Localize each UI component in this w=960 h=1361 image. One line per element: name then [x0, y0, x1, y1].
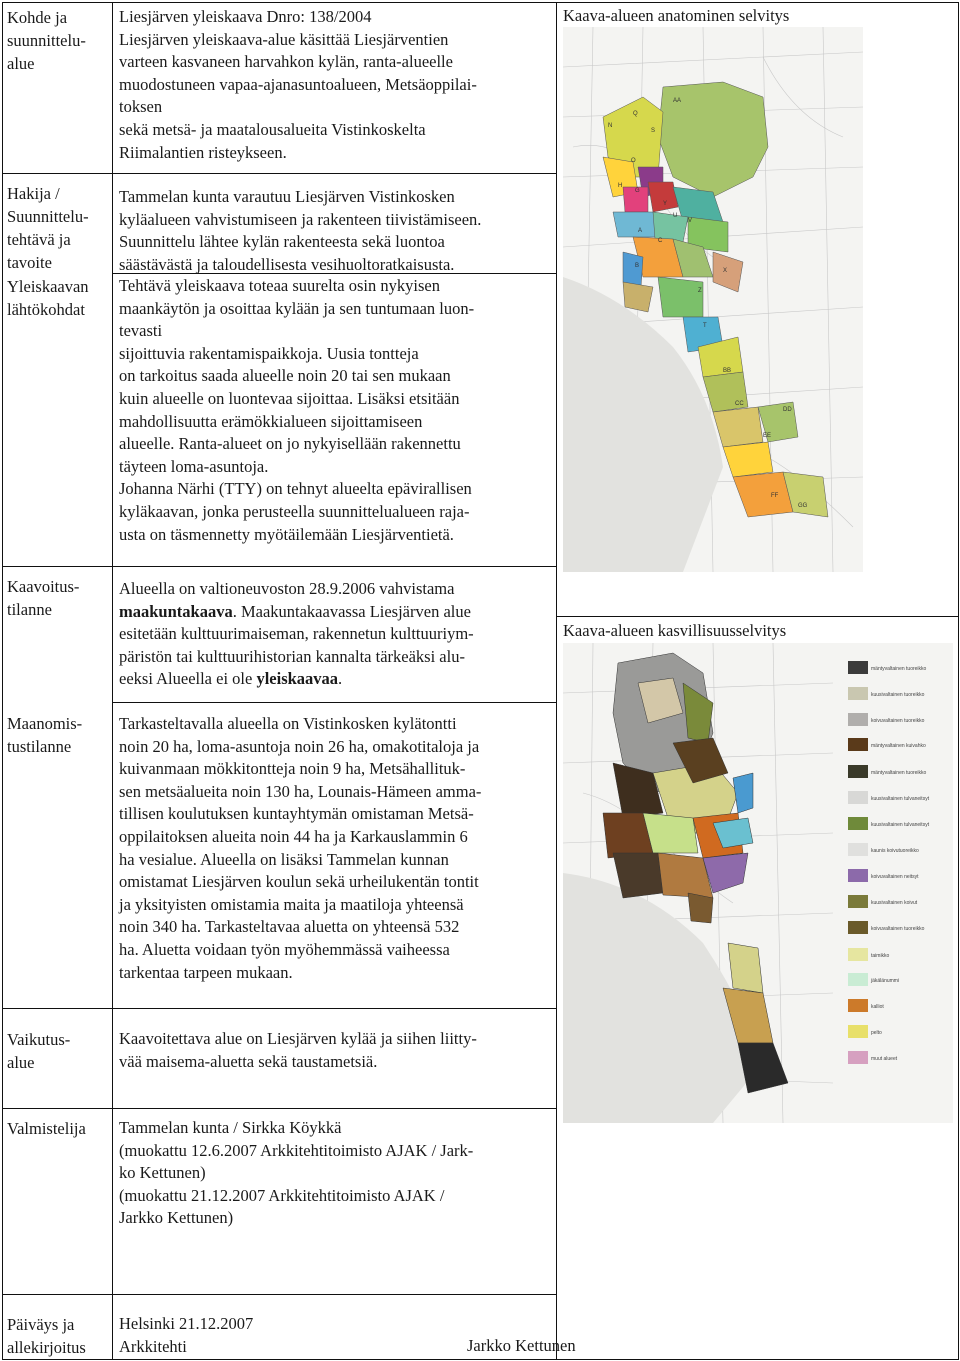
bold-maakuntakaava: maakuntakaava	[119, 601, 233, 621]
map-label-ee: EE	[763, 433, 772, 439]
paivays-label: Päiväys ja allekirjoitus	[7, 1315, 86, 1357]
valmistelija-text: Tammelan kunta / Sirkka Köykkä (muokattu 12.6.2007 Arkkitehtitoimisto AJAK / Jark- ko Kettunen) (muokattu 21.12.2007 Arkkitehtitoimisto AJAK / Jarkko Kettunen)	[119, 1118, 474, 1228]
map-label-dd: DD	[783, 407, 792, 413]
hakija-text: Tammelan kunta varautuu Liesjärven Vistinkosken kyläalueen vahvistumiseen ja rakenteen tiivistämiseen. Suunnittelu lähtee kylän rakenteesta sekä luontoa säästävästä ja taloudellisesta vesihuoltoratkaisusta.	[119, 187, 482, 274]
place-date: Helsinki 21.12.2007	[119, 1314, 254, 1333]
role: Arkkitehti	[119, 1336, 187, 1356]
map-label-gg: GG	[798, 503, 808, 509]
map-row-divider	[556, 616, 958, 617]
map-label-z: Z	[698, 288, 702, 294]
lahtokohdat-text: Tehtävä yleiskaava toteaa suurelta osin nykyisen maankäytön ja osoittaa kylään ja sen tuntumaan luon- tevasti sijoittuvia rakentamispaikkoja. Uusia tontteja on tarkoitus saada alueelle noin 20 tai sen mukaan kuin alueelle on luontevaa sijoittaa. Lisäksi etsitään mahdollisuutta erämökkialueen sijoittamiseen alueelle. Ranta-alueet on jo nykyisellään rakennettu täyteen loma-asuntoja. Johanna Närhi (TTY) on tehnyt alueelta epävirallisen kyläkaavan, jonka perusteella suunnittelualueen raja- usta on täsmennetty myötäilemään Liesjärventietä.	[119, 276, 475, 544]
map-label-aa: AA	[673, 98, 682, 104]
kaavoitus-label: Kaavoitus- tilanne	[7, 577, 80, 619]
map-label-b: B	[635, 263, 640, 269]
lahtokohdat-label: Yleiskaavan lähtökohdat	[7, 277, 89, 319]
anatomical-survey-map	[563, 27, 863, 572]
label-column-divider	[112, 2, 113, 1359]
map-label-n: N	[608, 123, 613, 129]
map-label-a: A	[638, 228, 643, 234]
vegetation-survey-map	[563, 643, 953, 1123]
map-label-cc: CC	[735, 401, 744, 407]
legend-item: muut alueet	[871, 1056, 898, 1062]
row-divider	[2, 1108, 556, 1109]
valmistelija-label: Valmistelija	[7, 1119, 86, 1138]
map-label-g: G	[635, 188, 640, 194]
maanomistus-label: Maanomis- tustilanne	[7, 714, 83, 756]
hakija-label: Hakija / Suunnittelu- tehtävä ja tavoite	[7, 184, 89, 272]
map-label-u: U	[673, 213, 678, 219]
kaavoitus-text: Alueella on valtioneuvoston 28.9.2006 vahvistama maakuntakaava. Maakuntakaavassa Liesjärven alue esitetään kulttuurimaiseman, rakennetun kulttuuriym- päristön tai kulttuurihistorian kannalta tärkeäksi alu- eeksi Alueella ei ole yleiskaavaa.	[119, 579, 474, 689]
kohde-label: Kohde ja suunnittelu- alue	[7, 8, 86, 73]
vaikutus-text: Kaavoitettava alue on Liesjärven kylää ja siihen liitty- vää maisema-aluetta sekä taustametsiä.	[119, 1029, 477, 1071]
signer-name: Jarkko Kettunen	[467, 1336, 576, 1355]
legend-item: mäntyvaltainen kuivahko	[871, 743, 926, 749]
caption-anatomical-survey: Kaava-alueen anatominen selvitys	[563, 6, 790, 25]
legend-item: koivuvaltainen tuoreikko	[871, 718, 925, 724]
legend-item: pelto	[871, 1030, 882, 1036]
map-label-s: S	[651, 128, 656, 134]
row-divider	[112, 702, 556, 703]
legend-item: kuusivaltainen tuoreikko	[871, 692, 925, 698]
caption-vegetation-survey: Kaava-alueen kasvillisuusselvitys	[563, 621, 787, 640]
map-label-x: X	[723, 268, 728, 274]
legend-item: kuusivaltainen koivut	[871, 900, 918, 906]
map-label-bb: BB	[723, 368, 732, 374]
legend-item: kuusivaltainen tulvaneitsyt	[871, 796, 930, 802]
legend-item: mäntyvaltainen tuoreikko	[871, 770, 927, 776]
map-label-y: Y	[663, 201, 668, 207]
map-label-ff: FF	[771, 493, 779, 499]
legend-item: kalliot	[871, 1004, 884, 1010]
legend-item: koivuvaltainen neitsyt	[871, 874, 919, 880]
legend-item: koivuvaltainen tuoreikko	[871, 926, 925, 932]
row-divider	[2, 173, 556, 174]
bold-yleiskaavaa: yleiskaavaa	[256, 669, 339, 689]
legend-item: kuusivaltainen tulvaneitsyt	[871, 822, 930, 828]
legend-item: mäntyvaltainen tuoreikko	[871, 666, 927, 672]
vaikutus-label: Vaikutus- alue	[7, 1030, 71, 1072]
map-label-o: O	[631, 158, 636, 164]
map-label-q: Q	[633, 111, 638, 117]
legend-item: jäkälänummi	[871, 978, 900, 984]
maanomistus-text: Tarkasteltavalla alueella on Vistinkosken kylätontti noin 20 ha, loma-asuntoja noin 26 ha, omakotitaloja ja kuivanmaan mökkitontteja noin 9 ha, Metsähallituk- sen metsäalueita noin 130 ha, Lounais-Hämeen amma- tillisen koulutuksen kuntayhtymän omistaman Metsä- oppilaitoksen alueita noin 44 ha ja Karkauslammin 6 ha vesialue. Alueella on lisäksi Tammelan kunnan omistamat Liesjärven koulun sekä urheilukentän tontit ja yksityisten omistamia maita ja maatiloja yhteensä noin 340 ha. Tarkasteltavaa aluetta on yhteensä 532 ha. Aluetta voidaan työn myöhemmässä vaiheessa tarkentaa tarpeen mukaan.	[119, 714, 482, 982]
map-label-t: T	[703, 323, 707, 329]
kohde-text: Liesjärven yleiskaava Dnro: 138/2004 Liesjärven yleiskaava-alue käsittää Liesjärventien varteen kasvaneen harvahkon kylän, ranta-alueelle muodostuneen vapaa-ajanasuntoalueen, Metsäoppilai- toksen sekä metsä- ja maatalousalueita Vistinkoskelta Riimalantien risteykseen.	[119, 7, 477, 162]
row-divider	[2, 1008, 556, 1009]
row-divider	[2, 566, 556, 567]
legend-item: kaunis koivutuoreikko	[871, 848, 919, 854]
map-label-c: C	[658, 238, 663, 244]
row-divider	[2, 1294, 556, 1295]
map-label-h: H	[618, 183, 623, 189]
legend-item: taimikko	[871, 953, 890, 959]
map-label-v: V	[688, 218, 693, 224]
